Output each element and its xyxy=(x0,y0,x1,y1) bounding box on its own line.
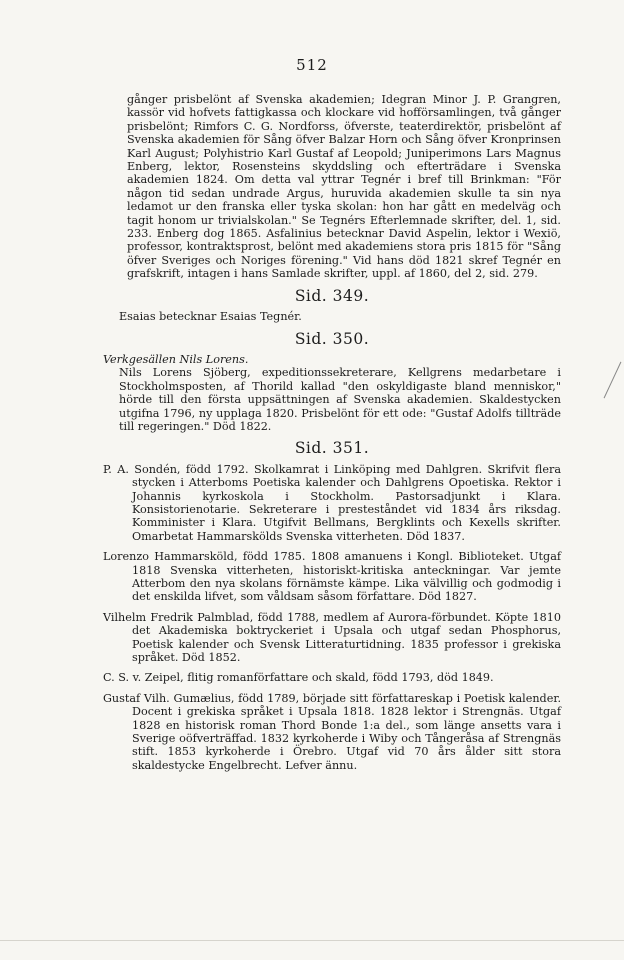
entry-title: Verkgesällen Nils Lorens. xyxy=(103,352,249,366)
page-number: 512 xyxy=(296,56,328,74)
entry-text: Vilhelm Fredrik Palmblad, född 1788, medlem af Aurora-förbundet. Köpte 1810 det Akademiska boktryckeriet i Upsala och utgaf sedan Phosphorus, Poetisk kalender och Svensk Litteraturtidning. 1835 professor i grekiska språket. Död 1852. xyxy=(103,610,561,665)
entry-text: Lorenzo Hammarsköld, född 1785. 1808 amanuens i Kongl. Biblioteket. Utgaf 1818 Svenska vitterheten, historiskt-kritiska anteckningar. Var jemte Atterbom den nya skolans förnämste kämpe. Lika välvillig och godmodig i det enskilda lifvet, som våldsam såsom författare. Död 1827. xyxy=(103,550,561,604)
text-column xyxy=(103,93,561,779)
entry-text: C. S. v. Zeipel, flitig romanförfattare och skald, född 1793, död 1849. xyxy=(103,671,494,685)
section-heading: Sid. 350. xyxy=(294,329,370,348)
top-paragraph: gånger prisbelönt af Svenska akademien; Idegran Minor J. P. Grangren, kassör vid hofvets fattigkassa och klockare vid hofförsamlingen, två gånger prisbelönt; Rimfors C. G. Nordforss, öfverste, teaterdirektör, prisbelönt af Svenska akademien för Sång öfver Balzar Horn och Sång öfver Kronprinsen Karl August; Polyhistrio Karl Gustaf af Leopold; Juniperimons Lars Magnus Enberg, lektor, Rosensteins skyddsling och efterträdare i Svenska akademien 1824. Om detta val yttrar Tegnér i bref till Brinkman: "För någon tid sedan undrade Argus, huruvida akademien skulle ta sin nya ledamot ur den franska eller tyska skolan: hon har gått en medelväg och tagit honom ur trivialskolan." Se Tegnérs Efterlemnade skrifter, del. 1, sid. 233. Enberg dog 1865. Asfalinius betecknar David Aspelin, lektor i Wexiö, professor, kontraktsprost, belönt med akademiens stora pris 1815 för "Sång öfver Sveriges och Noriges förening." Vid hans död 1821 skref Tegnér en grafskrift, intagen i hans Samlade skrifter, uppl. af 1860, del 2, sid. 279. xyxy=(127,93,561,281)
entry-text: Gustaf Vilh. Gumælius, född 1789, började sitt författareskap i Poetisk kalender. Docent i grekiska språket i Upsala 1818. 1828 lektor i Strengnäs. Utgaf 1828 en historisk roman Thord Bonde 1:a del., som länge ansetts vara i Sverige oöfverträffad. 1832 kyrkoherde i Wiby och Tångeråsa af Strengnäs stift. 1853 kyrkoherde i Örebro. Utgaf vid 70 års ålder sitt stora skaldestycke Engelbrecht. Lefver ännu. xyxy=(103,691,561,772)
page-edge-rule xyxy=(0,940,624,941)
entry-text: Esaias betecknar Esaias Tegnér. xyxy=(119,310,302,324)
entry-text: Nils Lorens Sjöberg, expeditionssekreterare, Kellgrens medarbetare i Stockholmsposten, af Thorild kallad "den oskyldigaste bland menniskor," hörde till den första uppsättningen af Svenska akademien. Skaldestycken utgifna 1796, ny upplaga 1820. Prisbelönt för ett ode: "Gustaf Adolfs tillträde till regeringen." Död 1822. xyxy=(119,366,561,433)
entry-text: P. A. Sondén, född 1792. Skolkamrat i Linköping med Dahlgren. Skrifvit flera stycken i Atterboms Poetiska kalender och Dahlgrens Opoetiska. Rektor i Johannis kyrkoskola i Stockholm. Pastorsadjunkt i Klara. Konsistorienotarie. Sekreterare i presteståndet vid 1834 års riksdag. Komminister i Klara. Utgifvit Bellmans, Bergklints och Kexells skrifter. Omarbetat Hammarskölds Svenska vitterheten. Död 1837. xyxy=(103,462,561,543)
section-heading: Sid. 351. xyxy=(294,439,370,458)
section-heading: Sid. 349. xyxy=(294,286,370,305)
pencil-mark xyxy=(604,362,622,399)
